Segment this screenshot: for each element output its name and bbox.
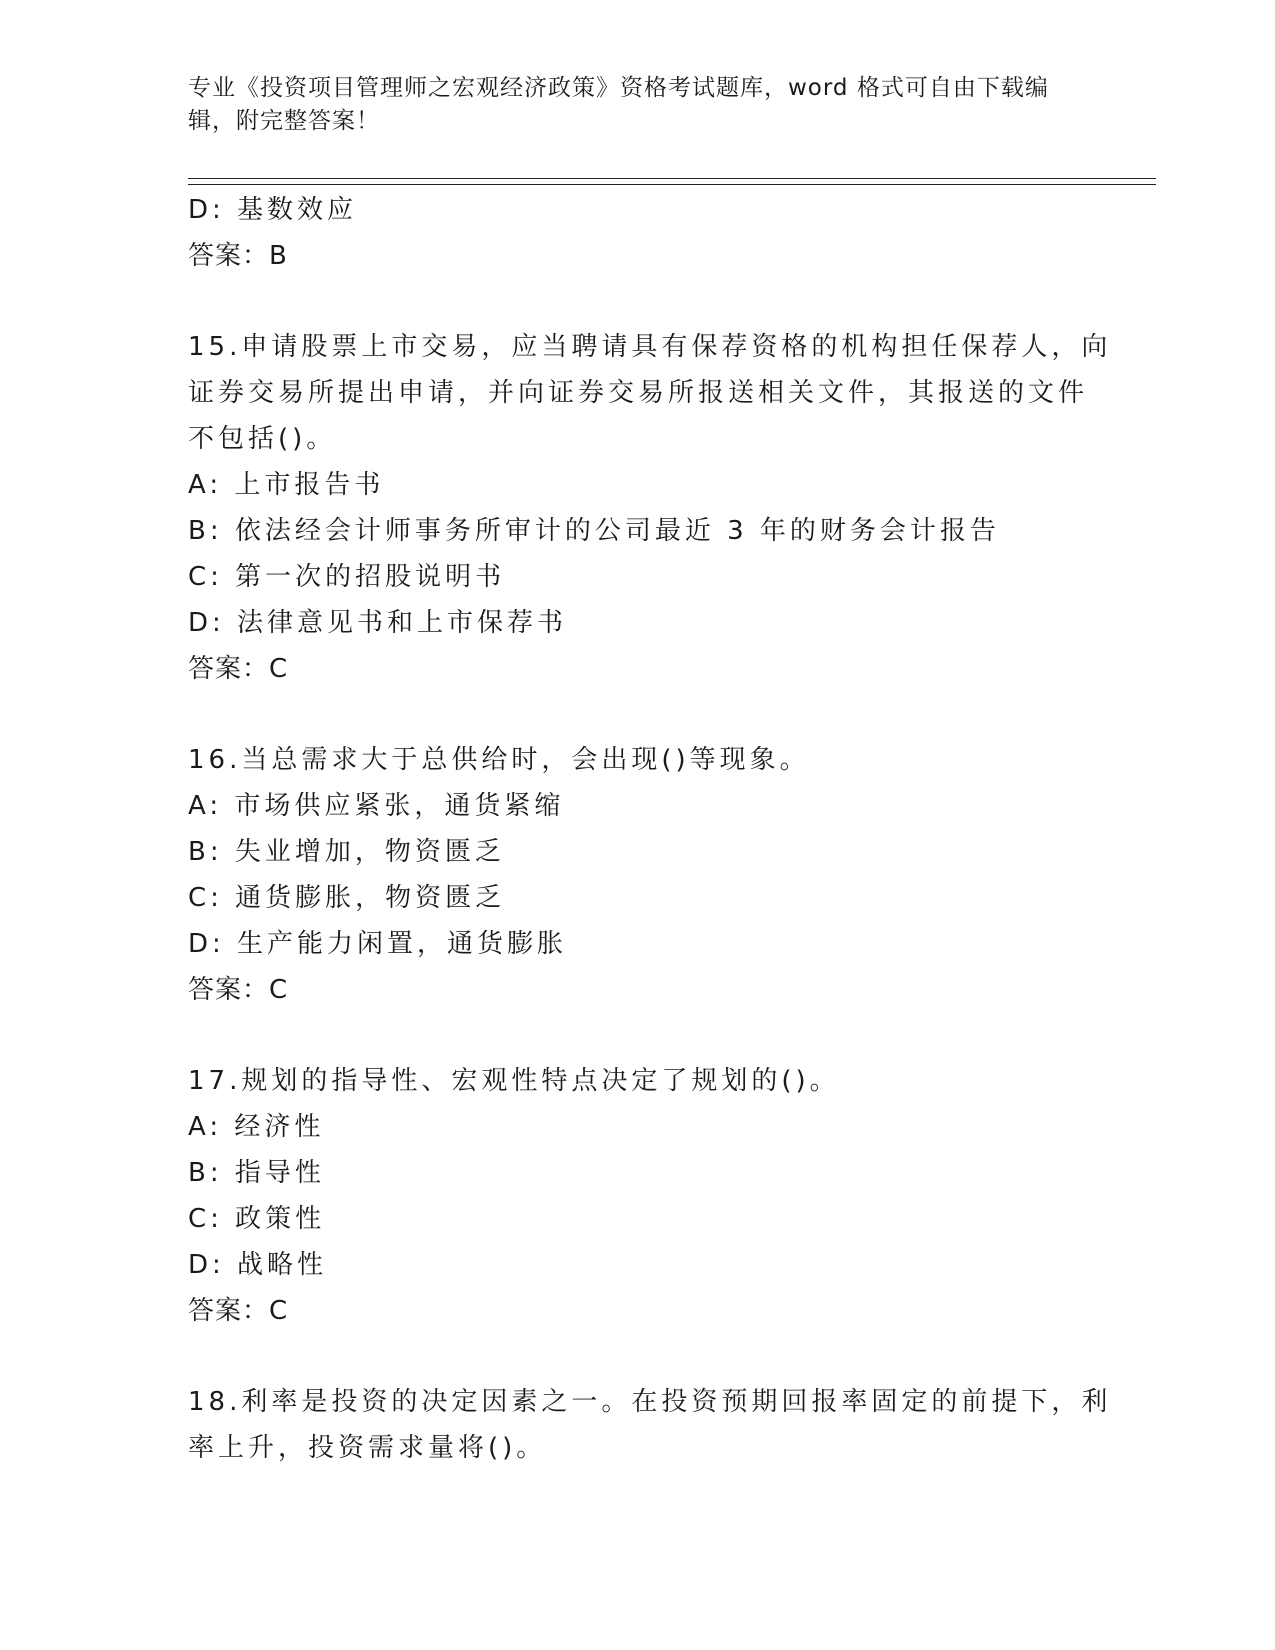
question-text-line: 不包括()。 [188, 424, 337, 454]
option-line: B: 依法经会计师事务所审计的公司最近 3 年的财务会计报告 [188, 516, 1000, 546]
option-line: D: 战略性 [188, 1250, 328, 1280]
question-text-line: 17.规划的指导性、宏观性特点决定了规划的()。 [188, 1066, 840, 1096]
header-line-2: 辑，附完整答案！ [188, 108, 380, 134]
section-gap [188, 279, 1088, 324]
option-line: A: 上市报告书 [188, 470, 385, 500]
question-text-line: 18.利率是投资的决定因素之一。在投资预期回报率固定的前提下，利 [188, 1387, 1112, 1417]
question-text-line: 率上升，投资需求量将()。 [188, 1433, 547, 1463]
question-text-line: 证券交易所提出申请，并向证券交易所报送相关文件，其报送的文件 [188, 378, 1089, 408]
option-line: A: 市场供应紧张，通货紧缩 [188, 791, 565, 821]
option-line: C: 第一次的招股说明书 [188, 562, 506, 592]
option-line: D: 基数效应 [188, 195, 358, 225]
section-gap [188, 1013, 1088, 1058]
answer-line: 答案：C [188, 654, 289, 684]
option-line: D: 生产能力闲置，通货膨胀 [188, 929, 568, 959]
answer-line: 答案：C [188, 975, 289, 1005]
section-gap [188, 692, 1088, 737]
section-gap [188, 1334, 1088, 1379]
header-divider-top [188, 178, 1156, 179]
option-line: D: 法律意见书和上市保荐书 [188, 608, 568, 638]
option-line: B: 失业增加，物资匮乏 [188, 837, 505, 867]
option-line: B: 指导性 [188, 1158, 325, 1188]
answer-line: 答案：B [188, 241, 288, 271]
question-text-line: 16.当总需求大于总供给时，会出现()等现象。 [188, 745, 810, 775]
option-line: C: 政策性 [188, 1204, 326, 1234]
answer-line: 答案：C [188, 1296, 289, 1326]
header-line-1: 专业《投资项目管理师之宏观经济政策》资格考试题库，word 格式可自由下载编 [188, 75, 1049, 101]
document-header [188, 72, 1068, 138]
header-divider-bottom [188, 184, 1156, 185]
question-text-line: 15.申请股票上市交易，应当聘请具有保荐资格的机构担任保荐人，向 [188, 332, 1112, 362]
question-list [188, 187, 1112, 1471]
option-line: C: 通货膨胀，物资匮乏 [188, 883, 506, 913]
option-line: A: 经济性 [188, 1112, 325, 1142]
